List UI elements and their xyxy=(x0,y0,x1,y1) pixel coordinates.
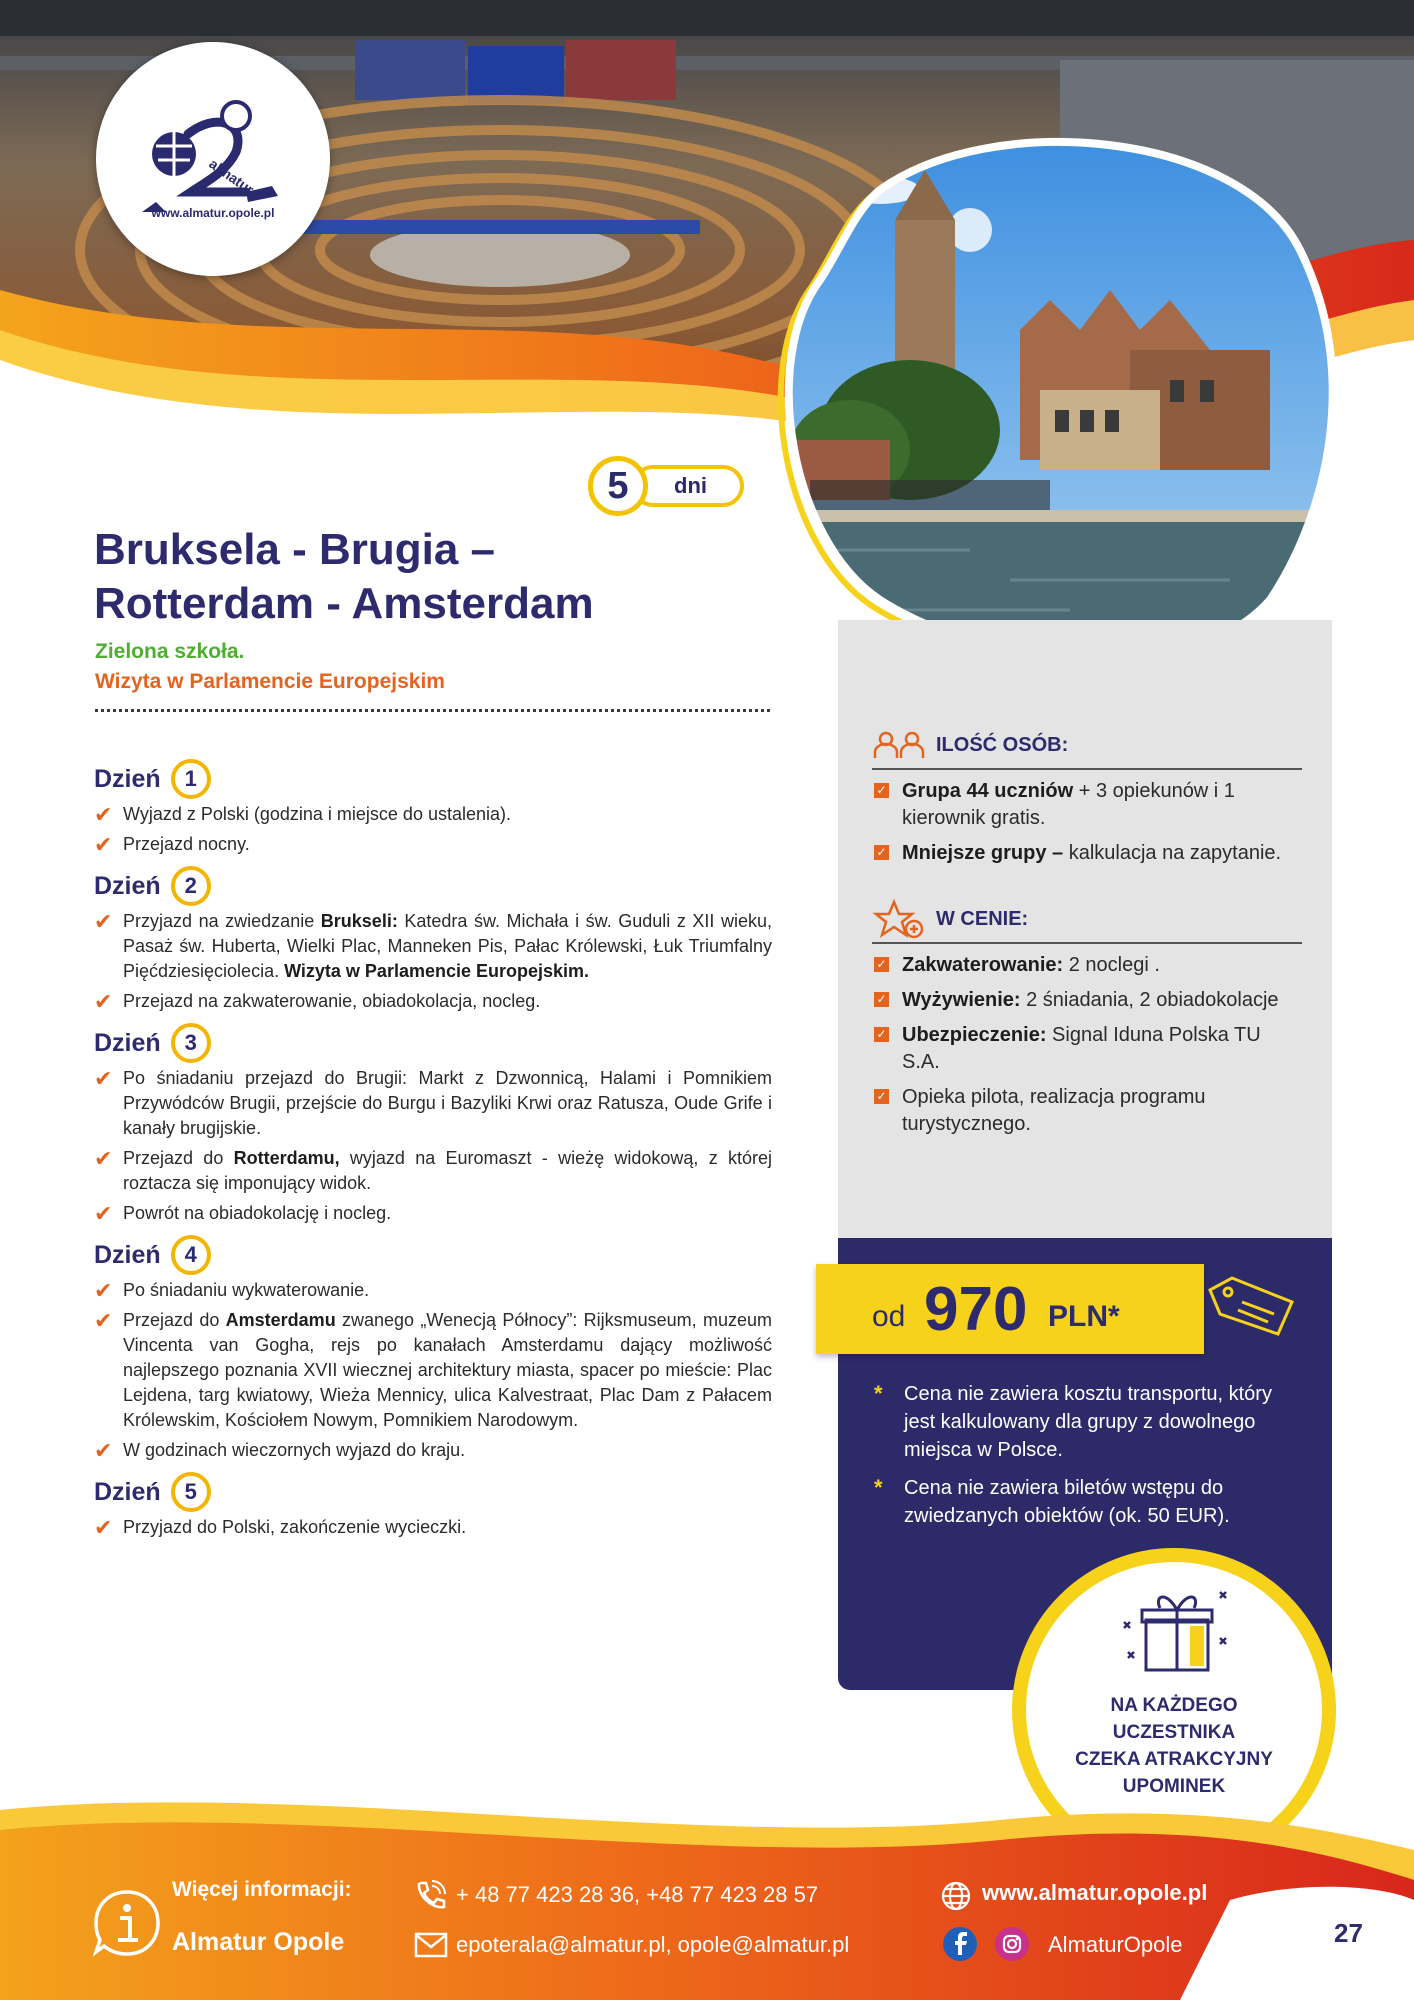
price-note-2 xyxy=(874,1474,1284,1530)
check-icon: ✔ xyxy=(94,1146,113,1171)
footer-emails[interactable]: epoterala@almatur.pl, opole@almatur.pl xyxy=(456,1932,850,1957)
day-section xyxy=(94,756,772,857)
included-row-text: Zakwaterowanie: 2 noclegi . xyxy=(902,954,1160,976)
checkbox-icon: ✓ xyxy=(874,783,889,798)
itinerary-item-text: Przyjazd do Polski, zakończenie wycieczki. xyxy=(123,1517,467,1537)
day-section xyxy=(94,1232,772,1463)
included-heading-label: W CENIE: xyxy=(936,907,1029,930)
checkbox-icon: ✓ xyxy=(874,992,889,1007)
itinerary-item xyxy=(94,1201,772,1226)
page-number: 27 xyxy=(1334,1918,1363,1948)
included-heading xyxy=(872,900,1302,944)
svg-text:almatur: almatur xyxy=(206,155,257,198)
day-heading xyxy=(94,1020,772,1066)
logo-url: www.almatur.opole.pl xyxy=(151,206,275,220)
itinerary-item xyxy=(94,989,772,1014)
included-row xyxy=(872,1084,1302,1138)
star-plus-icon xyxy=(872,899,926,939)
check-icon: ✔ xyxy=(94,989,113,1014)
instagram-icon[interactable] xyxy=(994,1926,1030,1962)
footer-website[interactable]: www.almatur.opole.pl xyxy=(982,1880,1208,1905)
persons-heading-label: ILOŚĆ OSÓB: xyxy=(936,733,1069,756)
itinerary-item-text: Przyjazd na zwiedzanie Brukseli: Katedra św. Michała i św. Guduli z XII wieku, Pasaż św. Huberta, Wielki Plac, Manneken Pis, Pałac Królewski, Łuk Triumfalny Pięćdziesięciolecia. Wizyta w Parlamencie Europejskim. xyxy=(123,911,772,981)
price-amount: 970 xyxy=(924,1275,1028,1344)
day-label: Dzień xyxy=(94,1028,161,1057)
check-icon: ✔ xyxy=(94,1438,113,1463)
itinerary-item-text: Przejazd na zakwaterowanie, obiadokolacja, nocleg. xyxy=(123,991,541,1011)
footer-phones[interactable]: + 48 77 423 28 36, +48 77 423 28 57 xyxy=(456,1882,819,1907)
logo-icon xyxy=(96,42,330,276)
page-title xyxy=(94,523,654,631)
itinerary-item xyxy=(94,832,772,857)
itinerary-item xyxy=(94,1066,772,1141)
day-heading xyxy=(94,1232,772,1278)
itinerary-item-text: W godzinach wieczornych wyjazd do kraju. xyxy=(123,1440,466,1460)
check-icon: ✔ xyxy=(94,1515,113,1540)
day-section xyxy=(94,1020,772,1226)
price-tag-icon xyxy=(1206,1272,1296,1342)
day-number: 4 xyxy=(171,1235,211,1275)
included-row xyxy=(872,987,1302,1014)
itinerary-item xyxy=(94,1515,772,1540)
persons-row xyxy=(872,840,1302,867)
asterisk-icon: * xyxy=(874,1475,883,1500)
price-banner xyxy=(816,1264,1204,1354)
day-section xyxy=(94,1469,772,1540)
day-number: 5 xyxy=(171,1472,211,1512)
check-icon: ✔ xyxy=(94,1066,113,1091)
itinerary-item-text: Przejazd do Amsterdamu zwanego „Wenecją Północy”: Rijksmuseum, muzeum Vincenta van Gogha, rejs po kanałach Amsterdamu dający możliwość najlepszego poznania XVII wiecznej architektury miasta, spacer po mieście: Plac Lejdena, targ kwiatowy, Wieża Mennicy, ulica Kalvestraat, Plac Dam z Pałacem Królewskim, Kościołem Nowym, Pomnikiem Narodowym. xyxy=(123,1310,772,1430)
brugia-photo xyxy=(770,130,1345,670)
checkbox-icon: ✓ xyxy=(874,957,889,972)
duration-number: 5 xyxy=(588,456,648,516)
duration-badge xyxy=(588,456,744,516)
persons-row xyxy=(872,778,1302,832)
itinerary-item xyxy=(94,1278,772,1303)
itinerary-item-text: Przejazd nocny. xyxy=(123,834,250,854)
divider xyxy=(95,709,770,712)
itinerary xyxy=(94,756,772,1546)
check-icon: ✔ xyxy=(94,802,113,827)
footer-social[interactable]: AlmaturOpole xyxy=(1048,1932,1183,1957)
checkbox-icon: ✓ xyxy=(874,1027,889,1042)
price-note-1-text: Cena nie zawiera kosztu transportu, który jest kalkulowany dla grupy z dowolnego miejsca w Polsce. xyxy=(904,1383,1272,1461)
itinerary-item-text: Po śniadaniu przejazd do Brugii: Markt z Dzwonnicą, Halami i Pomnikiem Przywódców Brugii, przejście do Burgu i Bazyliki Krwi oraz Ratusza, Oude Grife i kanały brugijskie. xyxy=(123,1068,772,1138)
itinerary-item xyxy=(94,1438,772,1463)
title-line-2: Rotterdam - Amsterdam xyxy=(94,579,594,628)
persons-row-text: Mniejsze grupy – kalkulacja na zapytanie. xyxy=(902,842,1282,864)
gift-line-3: CZEKA ATRAKCYJNY xyxy=(1075,1749,1273,1770)
itinerary-item-text: Wyjazd z Polski (godzina i miejsce do ustalenia). xyxy=(123,804,512,824)
itinerary-item-text: Po śniadaniu wykwaterowanie. xyxy=(123,1280,370,1300)
price-note-2-text: Cena nie zawiera biletów wstępu do zwiedzanych obiektów (ok. 50 EUR). xyxy=(904,1477,1230,1527)
persons-section xyxy=(872,726,1302,867)
price-currency: PLN* xyxy=(1048,1300,1120,1333)
day-number: 3 xyxy=(171,1023,211,1063)
subtitle-green: Zielona szkoła. xyxy=(95,640,245,663)
included-row xyxy=(872,1022,1302,1076)
day-label: Dzień xyxy=(94,1240,161,1269)
checkbox-icon: ✓ xyxy=(874,1089,889,1104)
included-section xyxy=(872,900,1302,1138)
included-row-text: Wyżywienie: 2 śniadania, 2 obiadokolacje xyxy=(902,989,1279,1011)
almatur-logo[interactable] xyxy=(96,42,330,276)
day-label: Dzień xyxy=(94,1477,161,1506)
check-icon: ✔ xyxy=(94,1201,113,1226)
footer-company: Almatur Opole xyxy=(172,1928,345,1956)
included-row-text: Opieka pilota, realizacja programu turystycznego. xyxy=(902,1086,1206,1135)
footer-info-label: Więcej informacji: xyxy=(172,1878,352,1901)
check-icon: ✔ xyxy=(94,909,113,934)
day-label: Dzień xyxy=(94,871,161,900)
price-prefix: od xyxy=(872,1300,906,1333)
check-icon: ✔ xyxy=(94,1308,113,1333)
itinerary-item xyxy=(94,1146,772,1196)
day-heading xyxy=(94,1469,772,1515)
email-icon xyxy=(414,1932,448,1958)
persons-heading xyxy=(872,726,1302,770)
itinerary-item xyxy=(94,909,772,984)
flags xyxy=(355,40,676,104)
subtitle-orange: Wizyta w Parlamencie Europejskim xyxy=(95,670,445,693)
itinerary-item-text: Powrót na obiadokolację i nocleg. xyxy=(123,1203,392,1223)
price-note-1 xyxy=(874,1380,1284,1464)
included-row-text: Ubezpieczenie: Signal Iduna Polska TU S.A. xyxy=(902,1024,1261,1073)
asterisk-icon: * xyxy=(874,1381,883,1406)
duration-unit: dni xyxy=(632,465,744,507)
gift-line-4: UPOMINEK xyxy=(1122,1776,1226,1797)
day-number: 1 xyxy=(171,759,211,799)
persons-row-text: Grupa 44 uczniów + 3 opiekunów i 1 kierownik gratis. xyxy=(902,780,1235,829)
day-heading xyxy=(94,863,772,909)
facebook-icon[interactable] xyxy=(942,1926,978,1962)
included-row xyxy=(872,952,1302,979)
people-icon xyxy=(872,730,926,760)
day-label: Dzień xyxy=(94,764,161,793)
title-line-1: Bruksela - Brugia – xyxy=(94,525,496,574)
globe-icon xyxy=(940,1880,972,1912)
phone-icon xyxy=(414,1880,446,1912)
gift-icon xyxy=(1116,1582,1236,1682)
itinerary-item xyxy=(94,1308,772,1433)
check-icon: ✔ xyxy=(94,1278,113,1303)
day-number: 2 xyxy=(171,866,211,906)
gift-line-1: NA KAŻDEGO xyxy=(1110,1695,1238,1716)
itinerary-item xyxy=(94,802,772,827)
gift-text xyxy=(1026,1692,1322,1800)
gift-line-2: UCZESTNIKA xyxy=(1112,1722,1236,1743)
day-heading xyxy=(94,756,772,802)
check-icon: ✔ xyxy=(94,832,113,857)
info-icon xyxy=(92,1888,162,1958)
itinerary-item-text: Przejazd do Rotterdamu, wyjazd na Euromaszt - wieżę widokową, z której roztacza się imponujący widok. xyxy=(123,1148,772,1193)
day-section xyxy=(94,863,772,1014)
checkbox-icon: ✓ xyxy=(874,845,889,860)
